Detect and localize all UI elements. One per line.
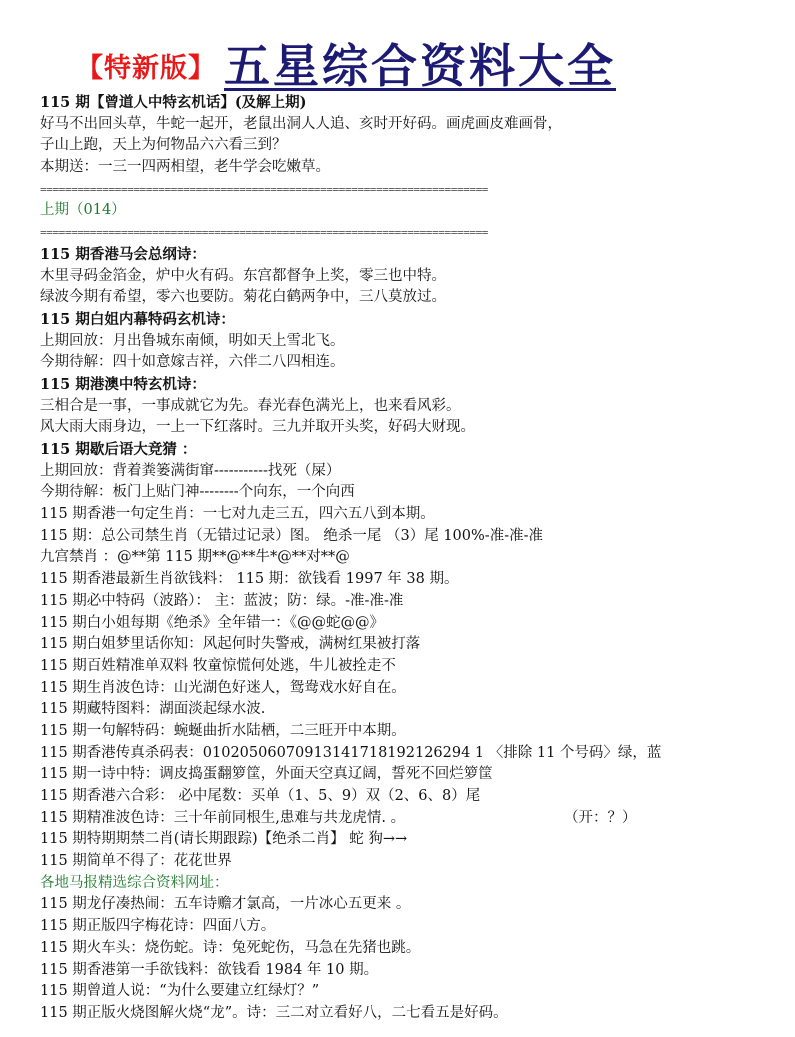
line-text: ========================================================================	[40, 226, 489, 240]
line-text: 风大雨大雨身边，一上一下红落时。三九并取开头奖，好码大财现。	[40, 419, 475, 436]
line-text: 115 期香港六合彩： 必中尾数：买单（1、5、9）双（2、6、8）尾	[40, 788, 481, 804]
line-text: 各地马报精选综合资料网址：	[40, 874, 229, 891]
line-text: 好马不出回头草，牛蛇一起开，老鼠出洞人人追、亥时开好码。画虎画皮难画骨，	[40, 115, 562, 132]
line-text: 115 期必中特码（波路）： 主：蓝波；防：绿。-准-准-准	[40, 592, 404, 609]
line-text: 115 期生肖波色诗：山光湖色好迷人，鸳鸯戏水好自在。	[40, 679, 406, 696]
text-line	[40, 287, 790, 309]
text-line	[40, 526, 790, 548]
text-line	[40, 331, 790, 353]
page-title: 五星综合资料大全	[224, 39, 616, 93]
text-line	[40, 786, 790, 808]
divider-line	[40, 222, 596, 244]
line-text: 115 期【曾道人中特玄机话】(及解上期)	[40, 94, 307, 111]
line-text: 115 期正版四字梅花诗：四面八方。	[40, 918, 276, 935]
line-text: 本期送：一三一四两相望，老牛学会吃嫩草。	[40, 159, 330, 176]
text-line	[40, 873, 790, 895]
line-text: 115 期香港一句定生肖：一七对九走三五，四六五八到本期。	[40, 506, 435, 523]
text-line	[40, 114, 790, 136]
line-text: 115 期龙仔凑热闹：五车诗赡才氯高，一片冰心五更来 。	[40, 896, 411, 913]
text-line	[40, 634, 790, 656]
text-line	[40, 352, 790, 374]
document-body	[40, 92, 790, 1025]
line-text: 115 期简单不得了：花花世界	[40, 853, 232, 870]
line-right-note: （开：？）	[564, 809, 637, 826]
line-text: 115 期百姓精准单双料 牧童惊慌何处逃，牛儿被拴走不	[40, 657, 396, 674]
line-text: 115 期香港传真杀码表：01020506070913141718192126294 1 〈排除 11 个号码〉绿，蓝	[40, 744, 662, 761]
divider-line	[40, 179, 596, 201]
text-line	[40, 157, 790, 179]
text-line	[40, 417, 790, 439]
text-line	[40, 309, 790, 331]
line-text: 115 期白姐梦里话你知：风起何时失警戒，满树红果被打落	[40, 636, 421, 653]
text-line	[40, 808, 790, 830]
text-line	[40, 396, 790, 418]
line-text: 115 期香港第一手欲钱料：欲钱看 1984 年 10 期。	[40, 961, 379, 978]
line-text: 115 期：总公司禁生肖（无错过记录）图。 绝杀一尾 （3）尾 100%-准-准-准	[40, 527, 543, 544]
text-line	[40, 699, 790, 721]
text-line	[40, 439, 790, 461]
text-line	[40, 721, 790, 743]
line-text: 绿波今期有希望，零六也要防。菊花白鹤两争中，三八莫放过。	[40, 289, 446, 306]
line-text: 上期回放：背着粪篓满街窜-----------找死（屎）	[40, 462, 341, 479]
line-text: 上期回放：月出鲁城东南倾，明如天上雪北飞。	[40, 332, 345, 349]
line-text: 115 期特期期禁二肖(请长期跟踪)【绝杀二肖】 蛇 狗→→	[40, 831, 408, 848]
line-text: 115 期香港最新生肖欲钱料： 115 期：欲钱看 1997 年 38 期。	[40, 571, 459, 588]
text-line	[40, 678, 790, 700]
line-text: 上期（014）	[40, 202, 126, 219]
text-line	[40, 960, 790, 982]
line-text: 115 期白小姐每期《绝杀》全年错一：《@@蛇@@》	[40, 614, 385, 631]
line-text: 木里寻码金箔金，炉中火有码。东宫都督争上奖，零三也中特。	[40, 267, 446, 284]
text-line	[40, 981, 790, 1003]
text-line	[40, 743, 790, 765]
line-text: 115 期港澳中特玄机诗：	[40, 375, 206, 393]
text-line	[40, 569, 790, 591]
text-line	[40, 92, 790, 114]
line-text: 115 期歇后语大竞猜 ：	[40, 441, 197, 458]
text-line	[40, 135, 790, 157]
text-line	[40, 374, 790, 396]
text-line	[40, 851, 790, 873]
text-line	[40, 829, 790, 851]
text-line	[40, 200, 790, 222]
line-text: 115 期正版火烧图解火烧“龙”。诗：三二对立看好八，二七看五是好码。	[40, 1004, 508, 1021]
line-text: 115 期火车头：烧伤蛇。诗：兔死蛇伤，马急在先猪也跳。	[40, 939, 421, 956]
text-line	[40, 547, 790, 569]
text-line	[40, 916, 790, 938]
text-line	[40, 591, 790, 613]
line-text: ========================================================================	[40, 182, 489, 196]
text-line	[40, 613, 790, 635]
text-line	[40, 504, 790, 526]
line-text: 115 期藏特图料：湖面淡起绿水波.	[40, 701, 266, 718]
page-header	[0, 28, 795, 93]
text-line	[40, 1003, 790, 1025]
line-text: 115 期一诗中特：调皮捣蛋翻箩筐，外面天空真辽阔，誓死不回烂箩筐	[40, 766, 493, 783]
line-text: 子山上跑，天上为何物品六六看三到？	[40, 137, 287, 154]
line-text: 115 期精准波色诗：三十年前同根生,患难与共龙虎情. 。	[40, 809, 406, 826]
text-line	[40, 461, 790, 483]
line-text: 115 期香港马会总纲诗：	[40, 245, 206, 263]
line-text: 115 期白姐内幕特码玄机诗：	[40, 310, 235, 328]
line-text: 115 期一句解特码：蜿蜒曲折水陆栖，二三旺开中本期。	[40, 722, 406, 739]
edition-badge: 【特新版】	[76, 53, 216, 84]
line-text: 三相合是一事，一事成就它为先。春光春色满光上，也来看风彩。	[40, 397, 461, 414]
text-line	[40, 244, 790, 266]
line-text: 115 期曾道人说：“为什么要建立红绿灯？”	[40, 983, 320, 1000]
text-line	[40, 938, 790, 960]
text-line	[40, 764, 790, 786]
line-text: 九宫禁肖 ：@**第 115 期**@**牛*@**对**@	[40, 549, 350, 566]
line-text: 今期待解：四十如意嫁吉祥，六伴二八四相连。	[40, 354, 345, 371]
text-line	[40, 482, 790, 504]
line-text: 今期待解：板门上贴门神--------个向东，一个向西	[40, 484, 355, 501]
text-line	[40, 656, 790, 678]
text-line	[40, 266, 790, 288]
text-line	[40, 894, 790, 916]
